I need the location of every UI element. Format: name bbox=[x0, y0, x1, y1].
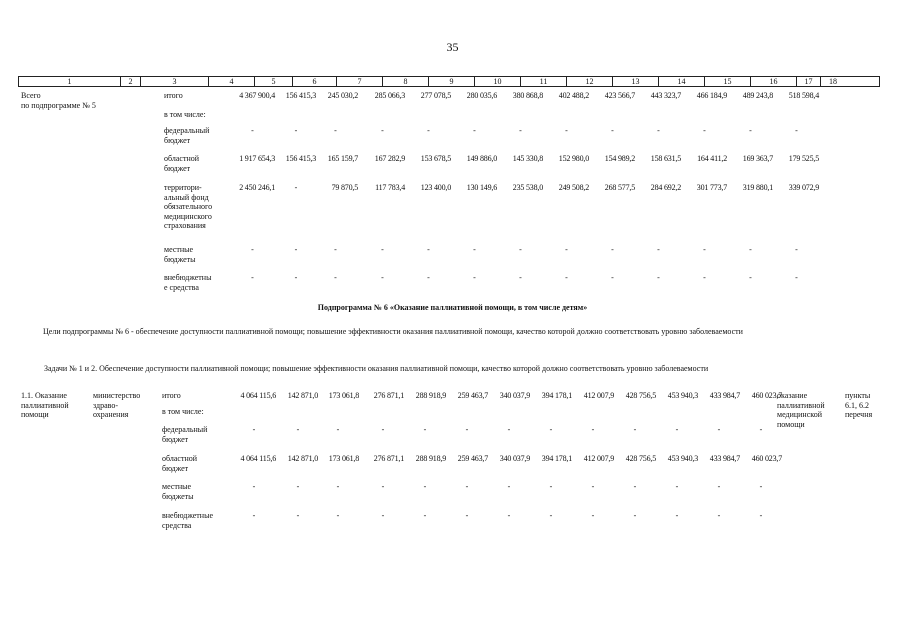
activity-row-value: - bbox=[717, 482, 721, 491]
block5-row-value: 339 072,9 bbox=[788, 183, 819, 192]
activity-row-value: - bbox=[507, 425, 511, 434]
block5-row-value: - bbox=[381, 273, 384, 282]
activity-row-value: - bbox=[549, 511, 553, 520]
block5-row-value: - bbox=[473, 126, 476, 135]
activity-row-value: - bbox=[549, 425, 553, 434]
activity-row-value: 428 756,5 bbox=[625, 391, 656, 400]
activity-row-value: 4 064 115,6 bbox=[240, 454, 276, 463]
activity-row-value: - bbox=[465, 482, 469, 491]
block5-row-value: - bbox=[611, 245, 614, 254]
block5-row-value: - bbox=[251, 126, 254, 135]
activity-row-value: - bbox=[675, 425, 679, 434]
activity-row-value: - bbox=[465, 511, 469, 520]
block5-row-value: 149 886,0 bbox=[466, 154, 497, 163]
block5-row-value: - bbox=[334, 273, 337, 282]
activity-row-value: - bbox=[717, 511, 721, 520]
activity-row-value: - bbox=[296, 511, 300, 520]
activity-row-value: 288 918,9 bbox=[415, 391, 446, 400]
activity-row-value: 340 037,9 bbox=[499, 454, 530, 463]
block5-row-value: - bbox=[657, 245, 660, 254]
activity-row-label: областной бюджет bbox=[162, 454, 198, 473]
header-col-5: 5 bbox=[255, 77, 293, 86]
activity-row-value: 394 178,1 bbox=[541, 391, 572, 400]
activity-row-value: 412 007,9 bbox=[583, 391, 614, 400]
activity-row-value: 428 756,5 bbox=[625, 454, 656, 463]
activity-row-value: - bbox=[465, 425, 469, 434]
header-col-8: 8 bbox=[383, 77, 429, 86]
activity-row-value: 412 007,9 bbox=[583, 454, 614, 463]
block5-row-value: 123 400,0 bbox=[420, 183, 451, 192]
activity-row-label: в том числе: bbox=[162, 407, 204, 416]
activity-row-value: 460 023,7 bbox=[751, 454, 782, 463]
activity-row-value: - bbox=[633, 482, 637, 491]
activity-row-value: 276 871,1 bbox=[373, 454, 404, 463]
block5-row-value: - bbox=[251, 245, 254, 254]
block5-row-value: 301 773,7 bbox=[696, 183, 727, 192]
activity-row-label: федеральный бюджет bbox=[162, 425, 208, 444]
block5-row-value: - bbox=[473, 245, 476, 254]
header-col-7: 7 bbox=[337, 77, 383, 86]
header-col-11: 11 bbox=[521, 77, 567, 86]
block5-row-value: 280 035,6 bbox=[466, 91, 497, 100]
block5-row-value: 130 149,6 bbox=[466, 183, 497, 192]
activity-row-value: - bbox=[591, 482, 595, 491]
activity-row-value: - bbox=[252, 482, 256, 491]
header-col-15: 15 bbox=[705, 77, 751, 86]
block5-row-value: 79 870,5 bbox=[331, 183, 358, 192]
block5-row-value: 169 363,7 bbox=[742, 154, 773, 163]
block5-row-value: 402 488,2 bbox=[558, 91, 589, 100]
block5-row-value: - bbox=[565, 245, 568, 254]
activity-row-value: - bbox=[423, 482, 427, 491]
activity-row-value: 276 871,1 bbox=[373, 391, 404, 400]
header-col-10: 10 bbox=[475, 77, 521, 86]
activity-row-value: - bbox=[423, 425, 427, 434]
activity-row-value: - bbox=[591, 511, 595, 520]
block5-row-value: - bbox=[565, 126, 568, 135]
activity-row-label: итого bbox=[162, 391, 181, 400]
activity-row-value: - bbox=[507, 482, 511, 491]
block5-row-value: 117 783,4 bbox=[375, 183, 405, 192]
page-number: 35 bbox=[446, 40, 459, 54]
activity-row-value: 433 984,7 bbox=[709, 454, 740, 463]
block5-row-value: 158 631,5 bbox=[650, 154, 681, 163]
block5-row-value: 423 566,7 bbox=[604, 91, 635, 100]
block5-row-value: 153 678,5 bbox=[420, 154, 451, 163]
activity-row-value: - bbox=[296, 482, 300, 491]
header-col-18: 18 bbox=[829, 77, 837, 86]
activity-row-value: 433 984,7 bbox=[709, 391, 740, 400]
header-col-2: 2 bbox=[121, 77, 141, 86]
block5-row-value: 179 525,5 bbox=[788, 154, 819, 163]
header-col-9: 9 bbox=[429, 77, 475, 86]
activity-row-value: 4 064 115,6 bbox=[240, 391, 276, 400]
activity-row-value: - bbox=[252, 511, 256, 520]
activity-row-value: - bbox=[423, 511, 427, 520]
activity-row-value: - bbox=[591, 425, 595, 434]
block5-row-value: 380 868,8 bbox=[512, 91, 543, 100]
block5-row-label: в том числе: bbox=[164, 110, 206, 119]
block5-row-value: - bbox=[473, 273, 476, 282]
block5-row-value: 285 066,3 bbox=[374, 91, 405, 100]
block5-row-value: - bbox=[334, 126, 337, 135]
header-col-4: 4 bbox=[209, 77, 255, 86]
block5-row-value: 2 450 246,1 bbox=[239, 183, 275, 192]
block5-row-value: - bbox=[294, 273, 298, 282]
block5-row-value: 235 538,0 bbox=[512, 183, 543, 192]
block5-row-value: - bbox=[749, 126, 752, 135]
block5-row-value: - bbox=[749, 245, 752, 254]
activity-row-value: 259 463,7 bbox=[457, 391, 488, 400]
block5-row-value: - bbox=[795, 245, 798, 254]
activity-row-value: - bbox=[759, 482, 763, 491]
block5-row-label: местные бюджеты bbox=[164, 245, 196, 264]
activity-row-value: - bbox=[633, 425, 637, 434]
block5-row-value: - bbox=[795, 126, 798, 135]
activity-row-value: 173 061,8 bbox=[328, 391, 359, 400]
block5-row-value: - bbox=[657, 126, 660, 135]
block5-row-value: 1 917 654,3 bbox=[239, 154, 275, 163]
activity-row-value: - bbox=[759, 425, 763, 434]
block5-row-value: - bbox=[427, 273, 430, 282]
activity-row-value: 453 940,3 bbox=[667, 391, 698, 400]
activity-row-value: 288 918,9 bbox=[415, 454, 446, 463]
activity-row-value: 453 940,3 bbox=[667, 454, 698, 463]
block5-row-value: 145 330,8 bbox=[512, 154, 543, 163]
block5-row-value: - bbox=[565, 273, 568, 282]
header-col-12: 12 bbox=[567, 77, 613, 86]
block5-row-value: - bbox=[657, 273, 660, 282]
activity-name: 1.1. Оказание паллиативной помощи bbox=[21, 391, 69, 419]
block5-row-value: - bbox=[703, 126, 706, 135]
block5-name-line2: по подпрограмме № 5 bbox=[21, 101, 96, 110]
block5-row-value: 152 980,0 bbox=[558, 154, 589, 163]
block5-row-value: 164 411,2 bbox=[697, 154, 727, 163]
activity-points: пункты 6.1, 6.2 перечня bbox=[845, 391, 873, 419]
activity-row-value: 460 023,7 bbox=[751, 391, 782, 400]
block5-row-label: областной бюджет bbox=[164, 154, 200, 173]
block5-row-label: итого bbox=[164, 91, 183, 100]
activity-row-value: 142 871,0 bbox=[287, 391, 318, 400]
block5-row-value: - bbox=[519, 126, 522, 135]
activity-row-value: - bbox=[633, 511, 637, 520]
header-col-14: 14 bbox=[659, 77, 705, 86]
activity-row-value: - bbox=[759, 511, 763, 520]
block5-row-value: - bbox=[294, 245, 298, 254]
header-col-1: 1 bbox=[19, 77, 121, 86]
block5-row-value: 245 030,2 bbox=[327, 91, 358, 100]
block5-row-value: - bbox=[703, 245, 706, 254]
header-col-16: 16 bbox=[751, 77, 797, 86]
activity-row-value: - bbox=[675, 511, 679, 520]
block5-row-value: - bbox=[611, 273, 614, 282]
block5-row-value: - bbox=[519, 245, 522, 254]
block5-row-value: - bbox=[334, 245, 337, 254]
block5-row-value: - bbox=[427, 126, 430, 135]
block5-row-value: 319 880,1 bbox=[742, 183, 773, 192]
block5-row-value: 249 508,2 bbox=[558, 183, 589, 192]
block5-row-value: 284 692,2 bbox=[650, 183, 681, 192]
block5-row-value: 167 282,9 bbox=[374, 154, 405, 163]
activity-row-value: - bbox=[549, 482, 553, 491]
block5-row-value: - bbox=[251, 273, 254, 282]
activity-row-value: 394 178,1 bbox=[541, 454, 572, 463]
block5-row-value: 277 078,5 bbox=[420, 91, 451, 100]
block5-name-line1: Всего bbox=[21, 91, 41, 100]
block5-row-value: - bbox=[611, 126, 614, 135]
block5-row-value: - bbox=[381, 126, 384, 135]
block5-row-value: - bbox=[795, 273, 798, 282]
block5-row-value: - bbox=[703, 273, 706, 282]
block5-row-value: - bbox=[294, 183, 298, 192]
header-col-17: 17 bbox=[797, 77, 821, 86]
header-col-6: 6 bbox=[293, 77, 337, 86]
column-number-header bbox=[18, 76, 880, 87]
block5-row-value: - bbox=[519, 273, 522, 282]
block5-row-value: 165 159,7 bbox=[327, 154, 358, 163]
activity-row-label: внебюджетные средства bbox=[162, 511, 213, 530]
activity-row-value: - bbox=[252, 425, 256, 434]
activity-row-value: 173 061,8 bbox=[328, 454, 359, 463]
block5-row-value: 156 415,3 bbox=[285, 154, 316, 163]
subprogram6-goals: Цели подпрограммы № 6 - обеспечение доступности паллиативной помощи; повышение эффективности оказания паллиативной помощи, качество которой должно соответствовать уровню заболеваемости bbox=[43, 327, 743, 336]
activity-row-value: - bbox=[336, 511, 340, 520]
header-col-13: 13 bbox=[613, 77, 659, 86]
block5-row-value: - bbox=[427, 245, 430, 254]
block5-row-value: 518 598,4 bbox=[788, 91, 819, 100]
block5-row-value: 489 243,8 bbox=[742, 91, 773, 100]
block5-row-value: - bbox=[294, 126, 298, 135]
block5-row-label: внебюджетны е средства bbox=[164, 273, 212, 292]
activity-row-value: - bbox=[381, 482, 385, 491]
block5-row-value: - bbox=[749, 273, 752, 282]
block5-row-label: федеральный бюджет bbox=[164, 126, 210, 145]
activity-row-value: - bbox=[336, 482, 340, 491]
activity-row-value: 259 463,7 bbox=[457, 454, 488, 463]
activity-row-value: - bbox=[336, 425, 340, 434]
subprogram6-tasks: Задачи № 1 и 2. Обеспечение доступности паллиативной помощи; повышение эффективности оказания паллиативной помощи, качество которой должно соответствовать уровню заболеваемости bbox=[44, 364, 709, 373]
block5-row-value: 466 184,9 bbox=[696, 91, 727, 100]
block5-row-value: 154 989,2 bbox=[604, 154, 635, 163]
activity-row-value: 142 871,0 bbox=[287, 454, 318, 463]
activity-row-value: - bbox=[381, 425, 385, 434]
block5-row-value: 268 577,5 bbox=[604, 183, 635, 192]
activity-row-label: местные бюджеты bbox=[162, 482, 194, 501]
header-col-3: 3 bbox=[141, 77, 209, 86]
block5-row-value: 443 323,7 bbox=[650, 91, 681, 100]
activity-row-value: - bbox=[381, 511, 385, 520]
block5-row-label: территори- альный фонд обязательного медицинского страхования bbox=[164, 183, 213, 230]
activity-row-value: - bbox=[507, 511, 511, 520]
activity-row-value: - bbox=[296, 425, 300, 434]
activity-row-value: - bbox=[675, 482, 679, 491]
activity-row-value: - bbox=[717, 425, 721, 434]
activity-row-value: 340 037,9 bbox=[499, 391, 530, 400]
subprogram6-title: Подпрограмма № 6 «Оказание паллиативной помощи, в том числе детям» bbox=[317, 303, 588, 312]
activity-result: оказание паллиативной медицинской помощи bbox=[777, 391, 825, 429]
activity-executor: министерство здраво- охранения bbox=[93, 391, 141, 419]
block5-row-value: 156 415,3 bbox=[285, 91, 316, 100]
block5-row-value: - bbox=[381, 245, 384, 254]
block5-row-value: 4 367 900,4 bbox=[239, 91, 275, 100]
